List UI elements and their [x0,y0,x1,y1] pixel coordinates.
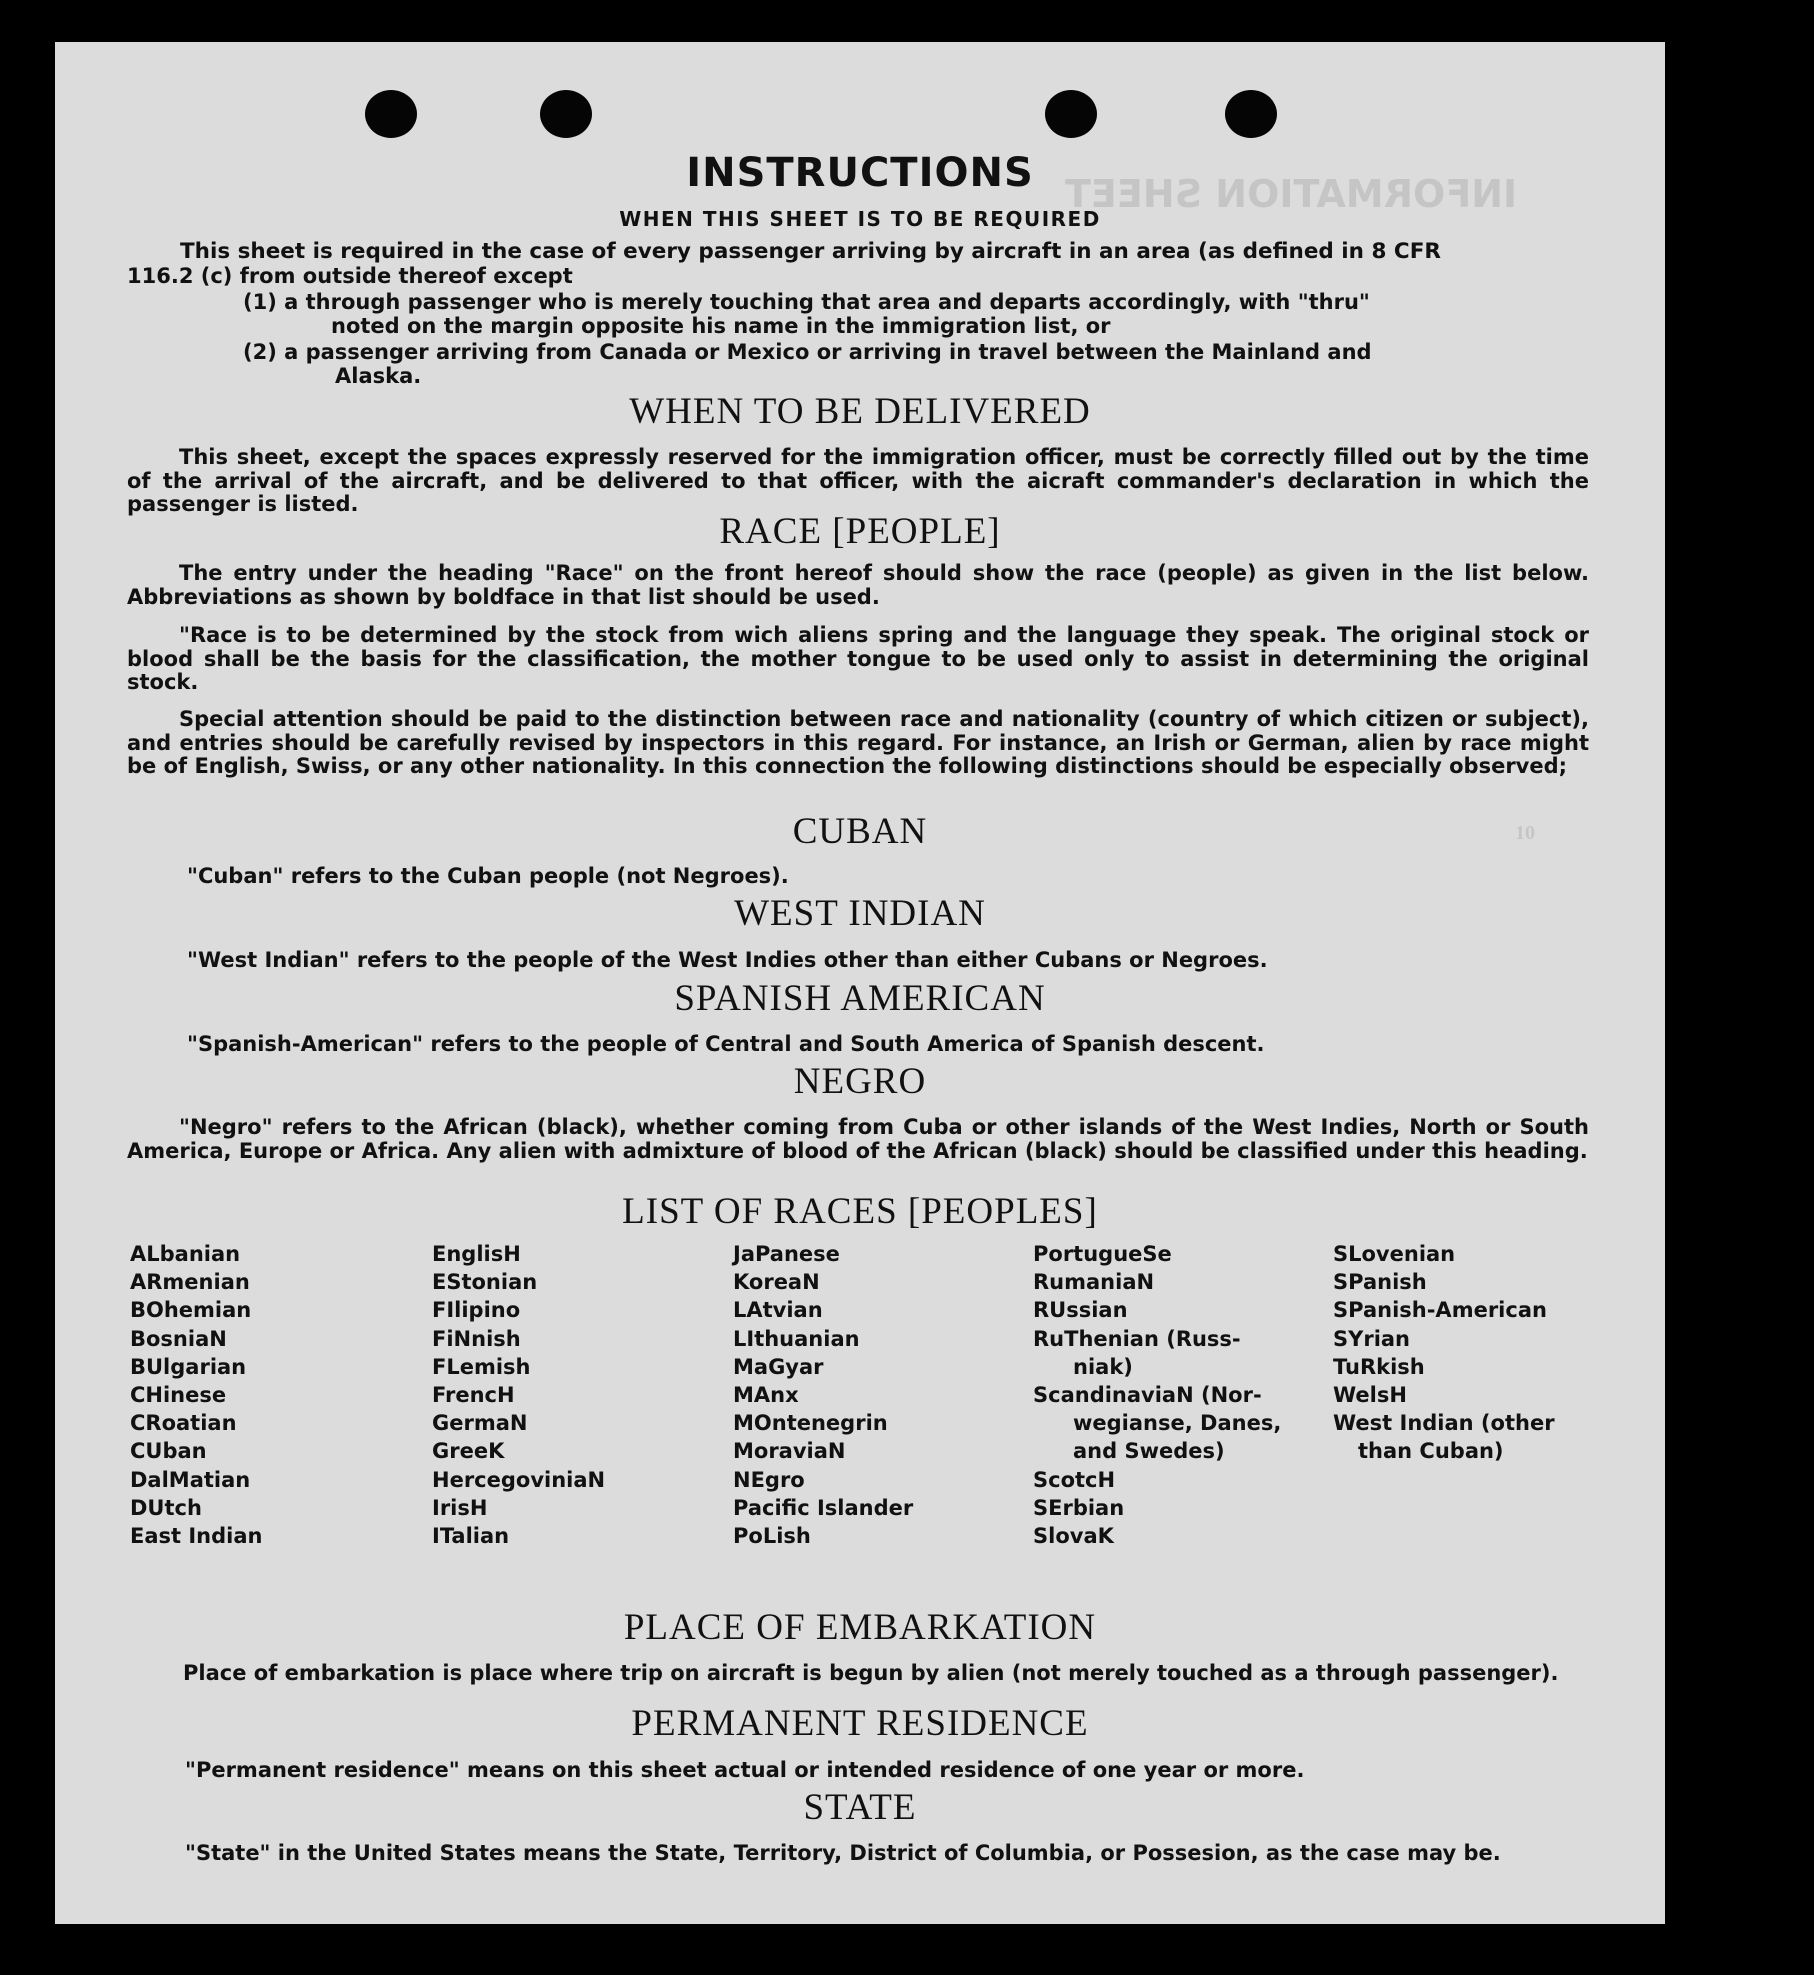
race-item: SLovenian [1333,1242,1456,1266]
race-item: PoLish [733,1524,811,1549]
race-item: DUtch [130,1495,202,1520]
race-item: HercegoviniaN [432,1467,606,1492]
race-item: PortugueSe [1033,1242,1172,1266]
race-item: than Cuban) [1358,1439,1504,1464]
delivered-heading: WHEN TO BE DELIVERED [629,391,1091,432]
races-column-2 [432,1240,732,1550]
permanent-residence-heading: PERMANENT RESIDENCE [631,1703,1089,1744]
race-item: CHinese [130,1383,227,1408]
race-item: FrencH [432,1383,515,1408]
cuban-heading: CUBAN [792,811,928,852]
race-item: West Indian (other [1333,1411,1555,1436]
race-item: RuThenian (Russ- [1033,1326,1241,1351]
race-item: MAnx [733,1383,799,1408]
race-item: FiNnish [432,1326,521,1351]
race-item: KoreaN [733,1270,820,1295]
race-paragraph: The entry under the heading "Race" on the front hereof should show the race (people) as given in the list below. Abbreviations as shown by boldface in that list should be used. [127,561,1589,609]
race-item: EnglisH [432,1242,521,1266]
exception-line: (2) a passenger arriving from Canada or Mexico or arriving in travel between the Mainland and [243,340,1372,364]
race-item: IrisH [432,1495,488,1520]
race-item: MOntenegrin [733,1411,888,1436]
race-item: LAtvian [733,1298,823,1323]
cuban-text: "Cuban" refers to the Cuban people (not Negroes). [187,864,789,888]
exception-line: Alaska. [335,364,422,388]
intro-line: 116.2 (c) from outside thereof except [127,264,573,288]
race-item: MoraviaN [733,1439,846,1464]
punch-hole [365,90,417,138]
embarkation-heading: PLACE OF EMBARKATION [623,1607,1097,1648]
race-item: SPanish [1333,1270,1427,1295]
race-item: GreeK [432,1439,505,1464]
race-item: GermaN [432,1411,528,1436]
permanent-residence-text: "Permanent residence" means on this sheet actual or intended residence of one year or more. [185,1758,1305,1782]
races-column-3 [733,1240,1033,1550]
document-page [55,42,1665,1924]
race-item: JaPanese [733,1242,840,1266]
race-item: FIlipino [432,1298,521,1323]
race-item: RumaniaN [1033,1270,1155,1295]
race-paragraph: Special attention should be paid to the distinction between race and nationality (country of which citizen or subject), and entries should be carefully revised by inspectors in this regard. For instance, an Irish or German, alien by race might be of English, Swiss, or any other nationality. In this connection the following distinctions should be especially observed; [127,707,1589,778]
race-item: ScotcH [1033,1467,1116,1492]
race-item: NEgro [733,1467,805,1492]
race-item: and Swedes) [1073,1439,1225,1464]
race-item: niak) [1073,1354,1133,1379]
race-item: ARmenian [130,1270,250,1295]
instructions-title: INSTRUCTIONS [686,150,1034,196]
race-item: FLemish [432,1354,531,1379]
race-item: TuRkish [1333,1354,1425,1379]
punch-hole [1225,90,1277,138]
delivered-text: This sheet, except the spaces expressly reserved for the immigration officer, must be correctly filled out by the time of the arrival of the aircraft, and be delivered to that officer, with the aicraft commander's declaration in which the passenger is listed. [127,445,1589,516]
race-item: BOhemian [130,1298,252,1323]
state-heading: STATE [803,1787,917,1828]
list-of-races-heading: LIST OF RACES [PEOPLES] [622,1191,1098,1232]
negro-heading: NEGRO [793,1061,927,1102]
race-item: ALbanian [130,1242,241,1266]
races-column-5 [1333,1240,1633,1466]
punch-hole [540,90,592,138]
race-item: ScandinaviaN (Nor- [1033,1383,1262,1408]
races-column-1 [130,1240,430,1550]
exception-line: noted on the margin opposite his name in the immigration list, or [331,314,1111,338]
west-indian-heading: WEST INDIAN [734,893,986,934]
race-item: ITalian [432,1524,510,1549]
exception-line: (1) a through passenger who is merely touching that area and departs accordingly, with "thru" [243,290,1370,314]
race-item: DalMatian [130,1467,251,1492]
spanish-american-heading: SPANISH AMERICAN [674,978,1046,1019]
west-indian-text: "West Indian" refers to the people of the West Indies other than either Cubans or Negroes. [187,948,1268,972]
spanish-american-text: "Spanish-American" refers to the people of Central and South America of Spanish descent. [187,1032,1265,1056]
race-heading: RACE [PEOPLE] [719,511,1001,552]
race-item: BosniaN [130,1326,227,1351]
race-item: RUssian [1033,1298,1128,1323]
race-item: LIthuanian [733,1326,860,1351]
race-item: CRoatian [130,1411,237,1436]
race-item: WelsH [1333,1383,1407,1408]
race-item: MaGyar [733,1354,824,1379]
state-text: "State" in the United States means the State, Territory, District of Columbia, or Possesion, as the case may be. [185,1841,1501,1865]
race-item: Pacific Islander [733,1495,914,1520]
instructions-subtitle: WHEN THIS SHEET IS TO BE REQUIRED [619,207,1101,231]
race-item: BUlgarian [130,1354,247,1379]
punch-hole [1045,90,1097,138]
race-item: EStonian [432,1270,538,1295]
embarkation-text: Place of embarkation is place where trip on aircraft is begun by alien (not merely touched as a through passenger). [183,1661,1559,1685]
race-item: SErbian [1033,1495,1125,1520]
race-item: wegianse, Danes, [1073,1411,1282,1436]
race-item: East Indian [130,1524,263,1549]
bleed-through-decoration: 10 [1515,822,1535,844]
bleed-through-decoration: INFORMATION SHEET [1065,172,1518,216]
race-item: SPanish-American [1333,1298,1547,1323]
intro-line: This sheet is required in the case of every passenger arriving by aircraft in an area (as defined in 8 CFR [180,239,1441,264]
race-paragraph: "Race is to be determined by the stock from wich aliens spring and the language they speak. The original stock or blood shall be the basis for the classification, the mother tongue to be used only to assist in determining the original stock. [127,623,1589,694]
race-item: SYrian [1333,1326,1411,1351]
negro-text: "Negro" refers to the African (black), whether coming from Cuba or other islands of the West Indies, North or South America, Europe or Africa. Any alien with admixture of blood of the African (black) should be classified under this heading. [127,1115,1589,1163]
race-item: CUban [130,1439,207,1464]
races-column-4 [1033,1240,1333,1550]
race-item: SlovaK [1033,1524,1114,1549]
